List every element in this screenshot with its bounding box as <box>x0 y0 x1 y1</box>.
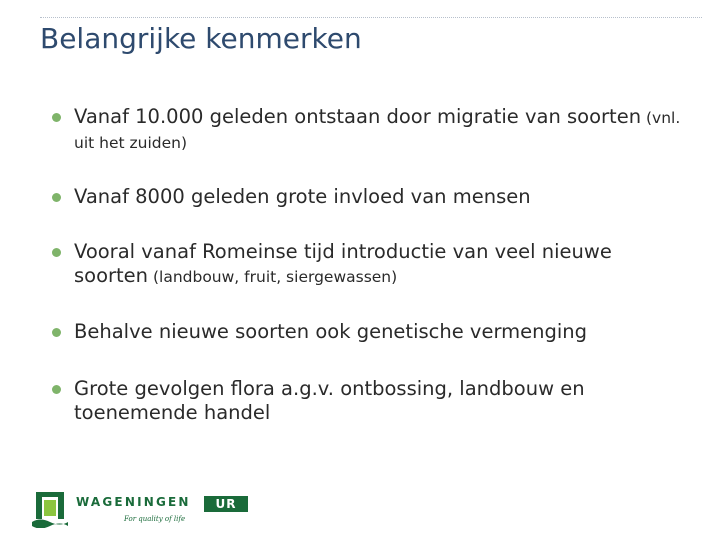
bullet-text: Vanaf 10.000 geleden ontstaan door migratie van soorten (vnl. uit het zuiden) <box>74 105 681 152</box>
bullet-dot-icon <box>52 193 61 202</box>
bullet-text: Vooral vanaf Romeinse tijd introductie van veel nieuwe soorten (landbouw, fruit, siergewassen) <box>74 240 612 287</box>
bullet-note: (vnl. uit het zuiden) <box>74 109 681 152</box>
bullet-item <box>52 185 692 209</box>
bullet-dot-icon <box>52 385 61 394</box>
logo-suffix: UR <box>204 496 248 512</box>
logo-tagline: For quality of life <box>124 515 186 523</box>
bullet-item <box>52 240 692 289</box>
bullet-item <box>52 105 692 155</box>
bullet-item <box>52 320 692 344</box>
bullet-item <box>52 377 692 425</box>
bullet-text: Vanaf 8000 geleden grote invloed van mensen <box>74 185 531 208</box>
wageningen-ur-logo <box>28 490 237 530</box>
logo-wordmark: WAGENINGEN <box>76 495 191 509</box>
bullet-note: (landbouw, fruit, siergewassen) <box>148 268 398 286</box>
bullet-text: Behalve nieuwe soorten ook genetische vermenging <box>74 320 588 343</box>
wageningen-emblem-icon <box>30 490 70 528</box>
bullet-dot-icon <box>52 328 61 337</box>
bullet-dot-icon <box>52 113 61 122</box>
bullet-text: Grote gevolgen flora a.g.v. ontbossing, landbouw en toenemende handel <box>74 377 585 424</box>
bullet-dot-icon <box>52 248 61 257</box>
title-divider <box>40 17 702 18</box>
slide-title: Belangrijke kenmerken <box>40 22 362 55</box>
